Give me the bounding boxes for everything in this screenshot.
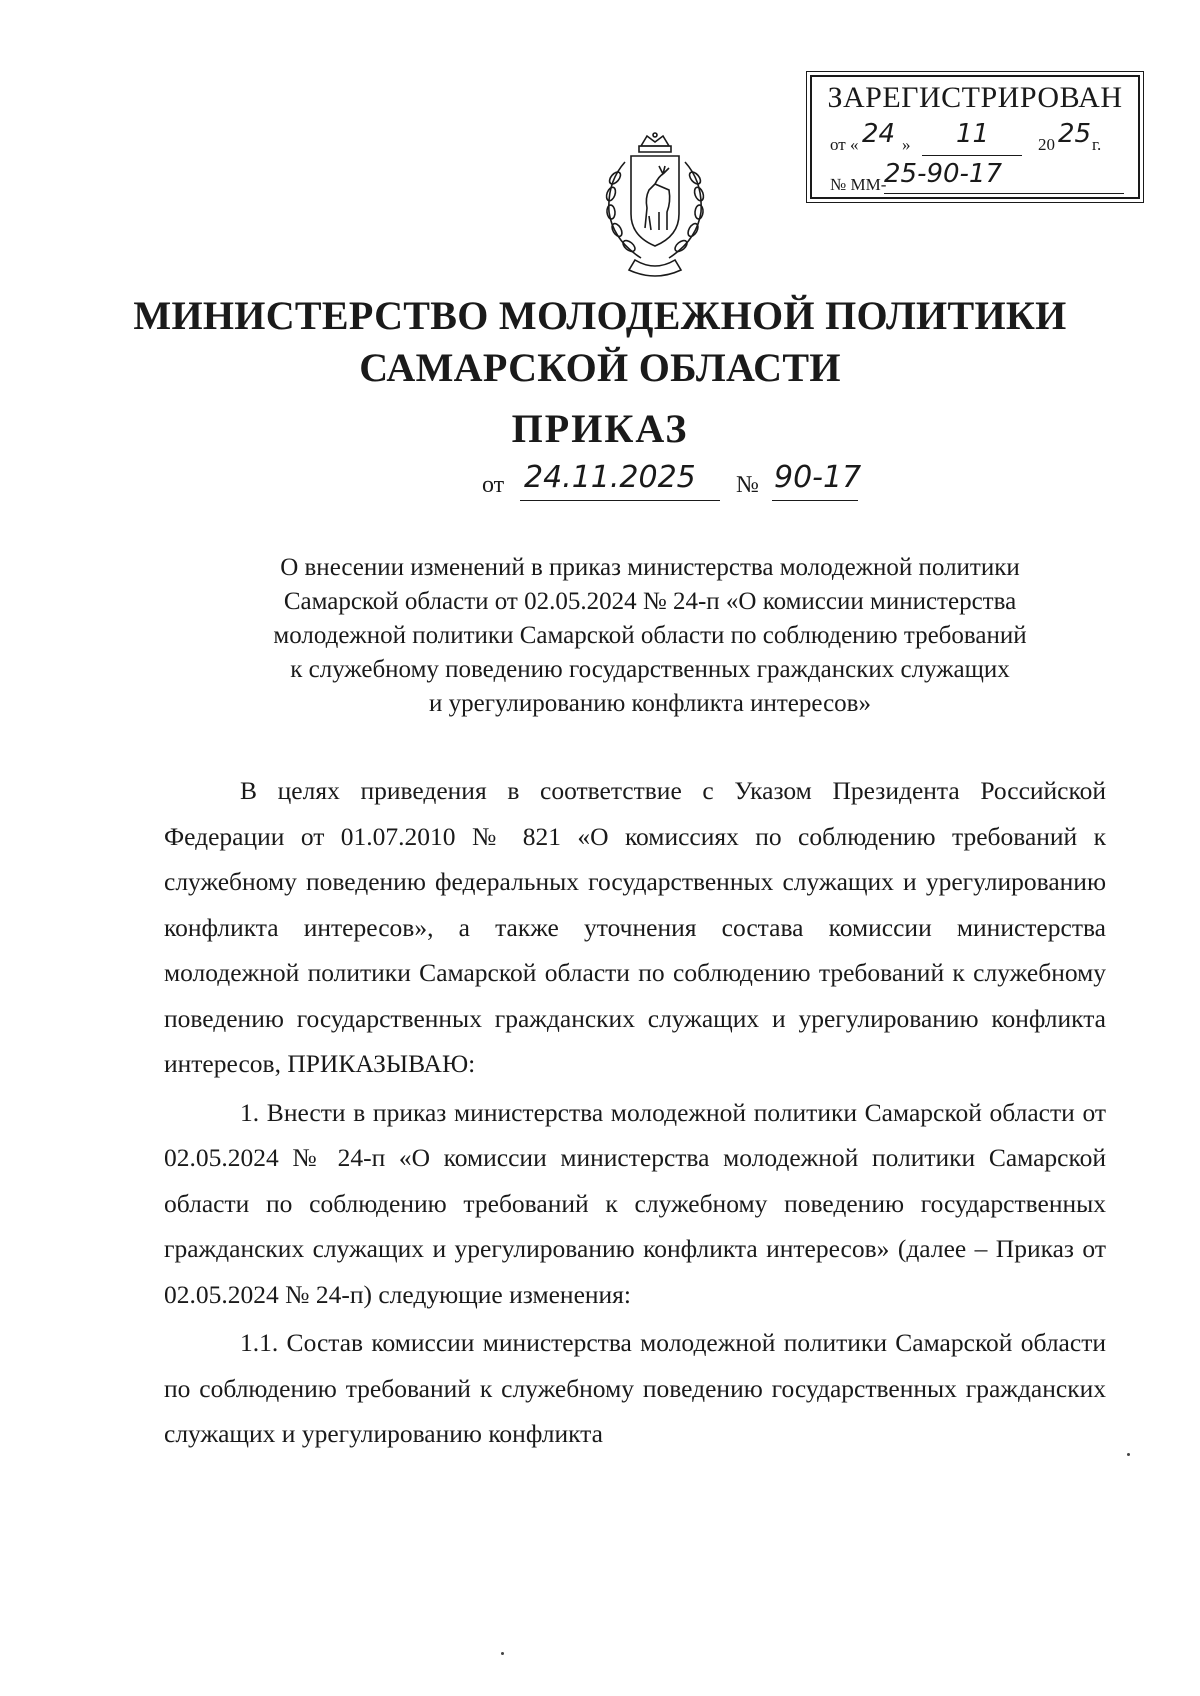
order-number-underline	[772, 500, 858, 501]
stamp-month: 11	[956, 119, 990, 149]
subject-line5: и урегулированию конфликта интересов»	[429, 690, 871, 717]
body-paragraph-preamble: В целях приведения в соответствие с Указом Президента Российской Федерации от 01.07.2010 № 821 «О комиссиях по соблюдению требований к служебному поведению федеральных государственных служащих и урегулированию конфликта интересов», а также уточнения состава комиссии министерства молодежной политики Самарской области по соблюдению требований к служебному поведению государственных гражданских служащих и урегулированию конфликта интересов, ПРИКАЗЫВАЮ:	[164, 776, 1106, 1078]
doc-type-title: ПРИКАЗ	[511, 406, 689, 451]
ministry-title	[0, 290, 1200, 394]
body-paragraph-item-1: 1. Внести в приказ министерства молодежной политики Самарской области от 02.05.2024 № 24-п «О комиссии министерства молодежной политики Самарской области по соблюдению требований к служебному поведению государственных гражданских служащих и урегулированию конфликта интересов» (далее – Приказ от 02.05.2024 № 24-п) следующие изменения:	[164, 1097, 1106, 1309]
stamp-month-underline	[922, 155, 1022, 156]
body-paragraph-item-1-1: 1.1. Состав комиссии министерства молодежной политики Самарской области по соблюдению требований к служебному поведению государственных гражданских служащих и урегулированию конфликта	[164, 1328, 1106, 1448]
stamp-year-prefix: 20	[1038, 135, 1055, 154]
stamp-title: ЗАРЕГИСТРИРОВАН	[827, 81, 1123, 114]
stamp-number-label: № ММ-	[830, 175, 887, 194]
scan-speck	[501, 1652, 504, 1655]
stamp-day: 24	[862, 119, 896, 149]
order-number-label: №	[736, 472, 759, 498]
ministry-title-line1: МИНИСТЕРСТВО МОЛОДЕЖНОЙ ПОЛИТИКИ	[133, 293, 1067, 338]
subject-line3: молодежной политики Самарской области по соблюдению требований	[273, 622, 1027, 649]
stamp-year-unit: г.	[1092, 135, 1102, 154]
ministry-title-line2: САМАРСКОЙ ОБЛАСТИ	[359, 345, 841, 390]
order-date-value: 24.11.2025	[524, 460, 696, 495]
order-date-underline	[520, 500, 720, 501]
stamp-year-suffix: 25	[1058, 119, 1092, 149]
stamp-number-underline	[884, 193, 1124, 194]
scan-speck	[1127, 1453, 1130, 1456]
order-body	[164, 768, 1106, 1457]
order-date-number	[482, 460, 862, 504]
subject-line4: к служебному поведению государственных гражданских служащих	[290, 656, 1010, 683]
stamp-number: 25-90-17	[884, 159, 1003, 189]
registration-stamp	[810, 75, 1140, 199]
stamp-quote-close: »	[902, 135, 911, 154]
order-number-value: 90-17	[774, 460, 862, 495]
stamp-from-label: от «	[830, 135, 859, 154]
order-date-label: от	[482, 472, 505, 498]
coat-of-arms-emblem	[585, 132, 725, 282]
order-subject	[200, 551, 1100, 721]
subject-line1: О внесении изменений в приказ министерства молодежной политики	[280, 554, 1020, 581]
subject-line2: Самарской области от 02.05.2024 № 24-п «О комиссии министерства	[283, 588, 1017, 615]
